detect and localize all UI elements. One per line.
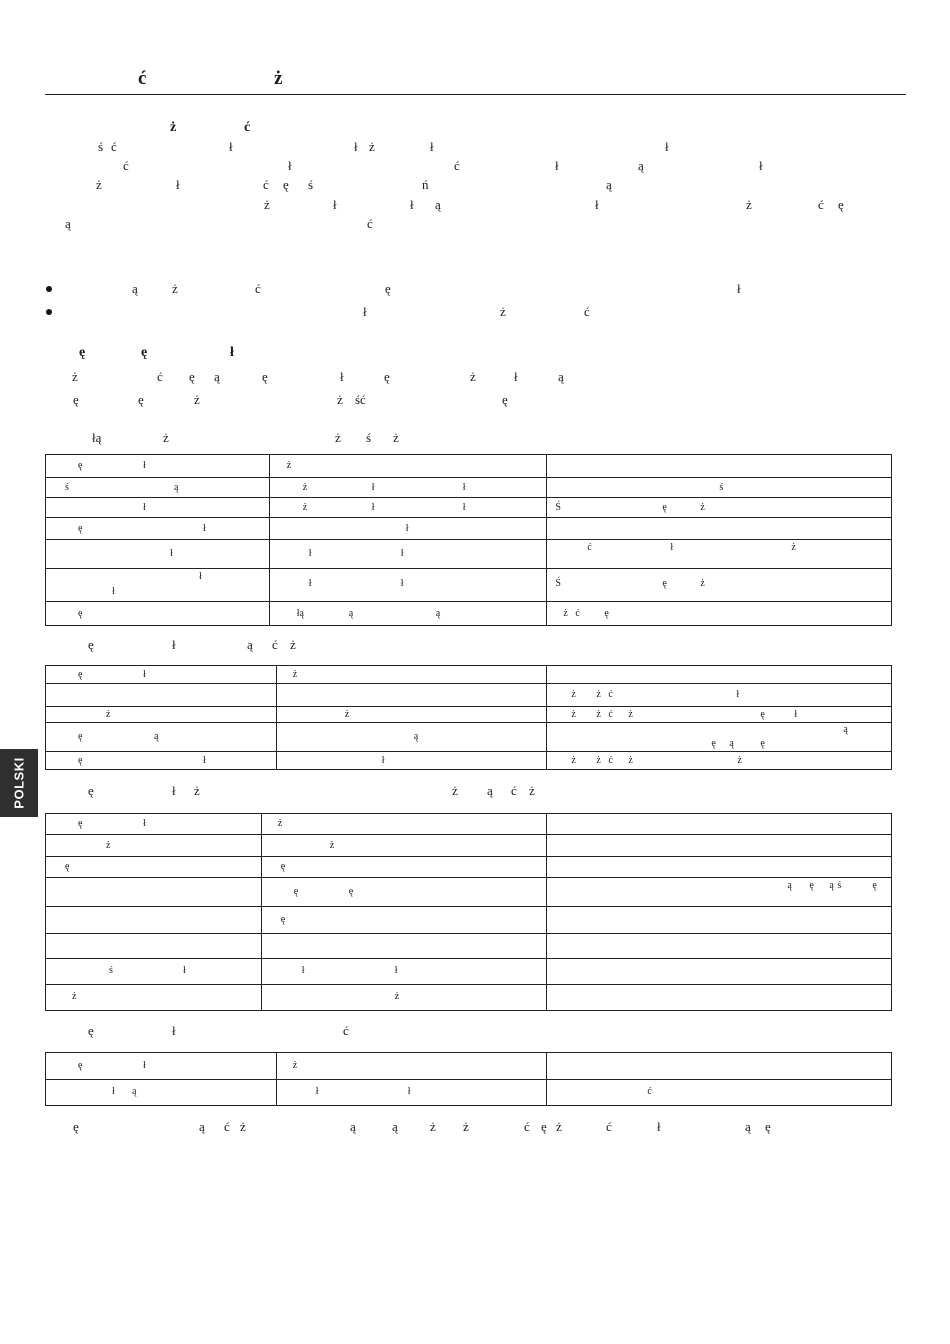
table-1 [45, 454, 892, 626]
cell-glyph: ż [344, 709, 350, 720]
language-tab-label: POLSKI [11, 757, 27, 809]
cell-glyph: ę [348, 886, 354, 897]
intro-glyph: ć [818, 197, 824, 212]
bullet-glyph: ż [500, 304, 506, 319]
intro-glyph: ż [96, 177, 102, 192]
intro-glyph: ł [176, 177, 180, 192]
cell-glyph: ż [329, 840, 335, 851]
table-cell [547, 707, 892, 723]
intro-glyph: ń [422, 177, 429, 192]
cell-glyph: ć [587, 542, 592, 553]
intro-glyph: ć [111, 139, 117, 154]
cell-glyph: ż [596, 709, 601, 720]
cell-glyph: ł [315, 1086, 319, 1097]
table-cell [46, 684, 277, 707]
cell-glyph: ł [143, 460, 146, 471]
cell-glyph: ł [143, 1060, 146, 1071]
table-cell [269, 569, 547, 602]
caption-glyph: ż [290, 637, 296, 652]
section-glyph: ł [514, 369, 518, 384]
table-cell [46, 934, 262, 959]
table-cell [46, 518, 270, 540]
table-cell [46, 540, 270, 569]
table-cell [547, 1080, 892, 1106]
cell-glyph: ł [407, 1086, 411, 1097]
cell-glyph: ż [571, 689, 576, 700]
footer-glyph: ę [765, 1119, 771, 1134]
bullet-dot [46, 309, 52, 315]
cell-glyph: ł [308, 578, 312, 589]
page-title-glyph: ż [274, 68, 283, 89]
cell-glyph: ę [65, 861, 70, 872]
table-cell [46, 723, 277, 752]
caption-glyph: ż [393, 430, 399, 445]
table-cell [269, 455, 547, 478]
cell-glyph: ż [571, 709, 576, 720]
table-cell [276, 752, 547, 770]
cell-glyph: ę [293, 886, 299, 897]
section-glyph: ę [502, 392, 508, 407]
intro-glyph: ż [264, 197, 270, 212]
section-glyph: ż [337, 392, 343, 407]
bullet-glyph: ć [584, 304, 590, 319]
intro-glyph: ę [283, 177, 289, 192]
cell-glyph: ę [78, 731, 83, 742]
cell-glyph: ż [571, 755, 576, 766]
table-cell [547, 752, 892, 770]
table-row [46, 1080, 892, 1106]
cell-glyph: ł [394, 965, 398, 976]
cell-glyph: ł [203, 523, 206, 534]
bullet-glyph: ł [737, 281, 741, 296]
intro-glyph: ł [354, 139, 358, 154]
table-row [46, 455, 892, 478]
cell-glyph: ż [394, 991, 400, 1002]
footer-glyph: ć [224, 1119, 230, 1134]
table-cell [269, 602, 547, 626]
footer-glyph: ą [199, 1119, 205, 1134]
cell-glyph: ż [563, 608, 568, 619]
cell-glyph: ę [872, 880, 877, 891]
cell-glyph: ł [462, 482, 466, 493]
cell-glyph: ą [729, 738, 734, 749]
footer-glyph: ą [745, 1119, 751, 1134]
cell-glyph: ż [700, 578, 705, 589]
table-row [46, 934, 892, 959]
section-glyph: ł [340, 369, 344, 384]
footer-glyph: ą [392, 1119, 398, 1134]
table-cell [547, 878, 892, 907]
table-row [46, 684, 892, 707]
table-cell [547, 835, 892, 857]
section-glyph: ą [214, 369, 220, 384]
table-cell [547, 602, 892, 626]
cell-glyph: ś [837, 880, 842, 891]
table-cell [547, 723, 892, 752]
caption-glyph: łą [92, 430, 102, 445]
cell-glyph: ż [286, 460, 292, 471]
cell-glyph: ę [809, 880, 814, 891]
table-cell [46, 907, 262, 934]
cell-glyph: ę [760, 709, 765, 720]
cell-glyph: ą [829, 880, 834, 891]
table-cell [261, 985, 547, 1011]
cell-glyph: ł [143, 502, 146, 513]
table-cell [276, 1053, 547, 1080]
table-cell [269, 498, 547, 518]
cell-glyph: ę [604, 608, 609, 619]
section-glyph: ę [262, 369, 268, 384]
intro-glyph: ą [606, 177, 612, 192]
intro-glyph: ł [665, 139, 669, 154]
table-row [46, 878, 892, 907]
bullet-glyph: ż [172, 281, 178, 296]
table-row [46, 814, 892, 835]
table-row [46, 752, 892, 770]
table-cell [261, 878, 547, 907]
caption-glyph: ą [247, 637, 253, 652]
table-cell [547, 518, 892, 540]
intro-glyph: ą [65, 216, 71, 231]
intro-glyph: ż [746, 197, 752, 212]
table-cell [269, 518, 547, 540]
section-glyph: ż [194, 392, 200, 407]
table-cell [261, 814, 547, 835]
table-cell [46, 707, 277, 723]
caption-glyph: ę [88, 783, 94, 798]
cell-glyph: ę [78, 755, 83, 766]
page-title-glyph: ć [138, 68, 147, 89]
table-row [46, 498, 892, 518]
cell-glyph: ś [719, 482, 724, 493]
cell-glyph: ł [381, 755, 385, 766]
caption-glyph: ś [366, 430, 372, 445]
caption-glyph: ą [487, 783, 493, 798]
cell-glyph: ę [78, 523, 83, 534]
cell-glyph: ć [575, 608, 580, 619]
intro-glyph: ą [435, 197, 441, 212]
cell-glyph: ż [700, 502, 705, 513]
cell-glyph: ł [199, 571, 202, 582]
cell-glyph: łą [296, 608, 304, 619]
cell-glyph: ż [277, 818, 283, 829]
footer-glyph: ł [657, 1119, 661, 1134]
table-cell [276, 684, 547, 707]
cell-glyph: ł [670, 542, 674, 553]
table-cell [46, 1053, 277, 1080]
intro-glyph: ę [838, 197, 844, 212]
cell-glyph: ż [302, 502, 308, 513]
table-cell [46, 478, 270, 498]
caption-glyph: ć [343, 1023, 349, 1038]
cell-glyph: ć [608, 709, 613, 720]
cell-glyph: ł [371, 482, 375, 493]
footer-glyph: ż [556, 1119, 562, 1134]
table-cell [46, 814, 262, 835]
section-heading-glyph: ł [230, 345, 234, 360]
cell-glyph: ż [596, 689, 601, 700]
section-heading-glyph: ę [79, 345, 86, 360]
cell-glyph: ą [435, 608, 441, 619]
table-cell [46, 569, 270, 602]
table-cell [547, 455, 892, 478]
section-glyph: ę [73, 392, 79, 407]
cell-glyph: ł [183, 965, 186, 976]
caption-glyph: ż [163, 430, 169, 445]
cell-glyph: ż [628, 709, 633, 720]
table-cell [46, 666, 277, 684]
section-heading-glyph: ę [141, 345, 148, 360]
cell-glyph: ę [280, 914, 286, 925]
page-header [45, 64, 906, 95]
cell-glyph: ł [143, 669, 146, 680]
intro-glyph: ż [369, 139, 375, 154]
table-cell [547, 985, 892, 1011]
cell-glyph: ę [78, 608, 83, 619]
cell-glyph: ł [405, 523, 409, 534]
table-row [46, 907, 892, 934]
bullet-glyph: ą [132, 281, 138, 296]
cell-glyph: ę [78, 460, 83, 471]
cell-glyph: ę [78, 818, 83, 829]
intro-glyph: ć [367, 216, 373, 231]
table-row [46, 959, 892, 985]
cell-glyph: ę [662, 578, 667, 589]
footer-glyph: ć [524, 1119, 530, 1134]
intro-glyph: ł [410, 197, 414, 212]
caption-glyph: ę [88, 1023, 94, 1038]
table-cell [261, 857, 547, 878]
intro-glyph: ć [263, 177, 269, 192]
bullet-glyph: ć [255, 281, 261, 296]
cell-glyph: ć [608, 689, 613, 700]
cell-glyph: ż [596, 755, 601, 766]
cell-glyph: ł [112, 1086, 115, 1097]
intro-glyph: ś [98, 139, 104, 154]
section-glyph: ę [138, 392, 144, 407]
cell-glyph: Ś [555, 502, 561, 513]
intro-glyph: ł [333, 197, 337, 212]
footer-glyph: ę [73, 1119, 79, 1134]
cell-glyph: ż [292, 669, 298, 680]
table-row [46, 985, 892, 1011]
section-glyph: ę [189, 369, 195, 384]
table-cell [261, 934, 547, 959]
table-row [46, 707, 892, 723]
cell-glyph: ć [647, 1086, 652, 1097]
table-row [46, 1053, 892, 1080]
table-2 [45, 665, 892, 770]
cell-glyph: ż [106, 709, 111, 720]
table-cell [46, 985, 262, 1011]
cell-glyph: ż [72, 991, 77, 1002]
table-cell [547, 1053, 892, 1080]
bullet-glyph: ł [363, 304, 367, 319]
table-cell [547, 959, 892, 985]
cell-glyph: ę [78, 669, 83, 680]
section-glyph: ż [72, 369, 78, 384]
table-row [46, 723, 892, 752]
cell-glyph: ż [737, 755, 742, 766]
table-cell [547, 684, 892, 707]
cell-glyph: ż [292, 1060, 298, 1071]
table-cell [269, 478, 547, 498]
footer-glyph: ą [350, 1119, 356, 1134]
table-row [46, 602, 892, 626]
cell-glyph: Ś [555, 578, 561, 589]
cell-glyph: ł [112, 586, 115, 597]
cell-glyph: ę [662, 502, 667, 513]
table-4 [45, 1052, 892, 1106]
table-row [46, 666, 892, 684]
cell-glyph: ę [280, 861, 286, 872]
cell-glyph: ł [794, 709, 798, 720]
caption-glyph: ł [172, 1023, 176, 1038]
table-cell [547, 666, 892, 684]
section-glyph: ę [384, 369, 390, 384]
table-row [46, 835, 892, 857]
table-cell [46, 835, 262, 857]
caption-glyph: ł [172, 637, 176, 652]
section-glyph: ą [558, 369, 564, 384]
section-glyph: ż [470, 369, 476, 384]
cell-glyph: ę [711, 738, 716, 749]
table-cell [46, 455, 270, 478]
intro-glyph: ż [170, 120, 177, 135]
cell-glyph: ę [760, 738, 765, 749]
caption-glyph: ł [172, 783, 176, 798]
intro-glyph: ł [759, 158, 763, 173]
cell-glyph: ż [628, 755, 633, 766]
intro-glyph: ć [123, 158, 129, 173]
table-row [46, 518, 892, 540]
cell-glyph: ą [843, 724, 848, 735]
cell-glyph: ł [170, 548, 173, 559]
bullet-glyph: ę [385, 281, 391, 296]
cell-glyph: ł [400, 578, 404, 589]
cell-glyph: ś [65, 482, 69, 493]
cell-glyph: ą [787, 880, 792, 891]
section-glyph: ć [157, 369, 163, 384]
caption-glyph: ż [335, 430, 341, 445]
caption-glyph: ę [88, 637, 94, 652]
cell-glyph: ś [109, 965, 113, 976]
table-cell [547, 857, 892, 878]
cell-glyph: ł [400, 548, 404, 559]
table-cell [547, 907, 892, 934]
bullet-dot [46, 286, 52, 292]
table-cell [547, 478, 892, 498]
table-cell [46, 752, 277, 770]
table-row [46, 857, 892, 878]
table-cell [261, 959, 547, 985]
intro-glyph: ą [638, 158, 644, 173]
table-row [46, 540, 892, 569]
table-cell [46, 498, 270, 518]
table-cell [46, 878, 262, 907]
table-row [46, 478, 892, 498]
intro-glyph: ł [430, 139, 434, 154]
intro-glyph: ł [595, 197, 599, 212]
cell-glyph: ł [462, 502, 466, 513]
cell-glyph: ą [154, 731, 159, 742]
table-cell [547, 498, 892, 518]
table-cell [261, 907, 547, 934]
footer-glyph: ż [463, 1119, 469, 1134]
intro-glyph: ł [288, 158, 292, 173]
cell-glyph: ą [348, 608, 354, 619]
cell-glyph: ł [203, 755, 206, 766]
cell-glyph: ł [736, 689, 740, 700]
section-glyph: ść [355, 392, 366, 407]
table-cell [46, 959, 262, 985]
table-cell [276, 723, 547, 752]
footer-glyph: ć [606, 1119, 612, 1134]
footer-glyph: ę [541, 1119, 547, 1134]
table-row [46, 569, 892, 602]
cell-glyph: ż [791, 542, 796, 553]
cell-glyph: ę [78, 1060, 83, 1071]
cell-glyph: ż [106, 840, 111, 851]
caption-glyph: ć [272, 637, 278, 652]
footer-glyph: ż [240, 1119, 246, 1134]
table-3 [45, 813, 892, 1011]
cell-glyph: ł [308, 548, 312, 559]
table-cell [547, 569, 892, 602]
table-cell [547, 934, 892, 959]
caption-glyph: ż [194, 783, 200, 798]
intro-glyph: ć [244, 120, 251, 135]
table-cell [276, 707, 547, 723]
cell-glyph: ł [143, 818, 146, 829]
table-cell [276, 666, 547, 684]
cell-glyph: ł [301, 965, 305, 976]
intro-glyph: ł [555, 158, 559, 173]
footer-glyph: ż [430, 1119, 436, 1134]
table-cell [261, 835, 547, 857]
caption-glyph: ż [452, 783, 458, 798]
table-cell [547, 814, 892, 835]
cell-glyph: ż [302, 482, 308, 493]
cell-glyph: ć [608, 755, 613, 766]
language-tab [0, 749, 38, 817]
caption-glyph: ż [529, 783, 535, 798]
table-cell [269, 540, 547, 569]
table-cell [46, 857, 262, 878]
cell-glyph: ą [174, 482, 179, 493]
table-cell [547, 540, 892, 569]
caption-glyph: ć [511, 783, 517, 798]
intro-glyph: ć [454, 158, 460, 173]
intro-glyph: ś [308, 177, 314, 192]
cell-glyph: ł [371, 502, 375, 513]
cell-glyph: ą [413, 731, 419, 742]
table-cell [276, 1080, 547, 1106]
intro-glyph: ł [229, 139, 233, 154]
table-cell [46, 1080, 277, 1106]
table-cell [46, 602, 270, 626]
cell-glyph: ą [132, 1086, 137, 1097]
